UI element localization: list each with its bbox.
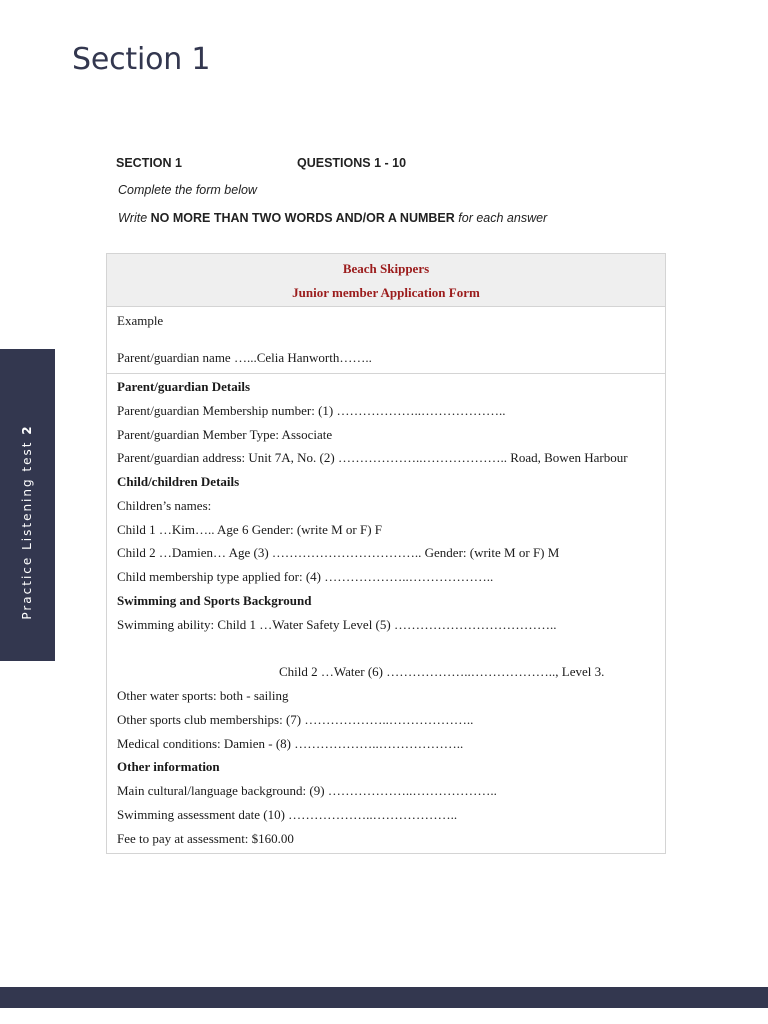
side-tab-number: 2 [20,424,34,435]
form-line: Child 2 …Damien… Age (3) …………………………….. Gender: (write M or F) M [117,545,560,561]
form-line: Swimming ability: Child 1 …Water Safety Level (5) ……………………………….. [117,616,557,632]
instruction-post: for each answer [454,211,548,225]
form-line: Other water sports: both - sailing [117,688,289,703]
form-section-heading: Other information [117,759,220,775]
questions-label: QUESTIONS 1 - 10 [297,156,407,170]
application-form [106,253,666,854]
instruction-line-1: Complete the form below [118,183,257,197]
form-subtitle: Junior member Application Form [292,285,480,300]
form-section-heading: Child/children Details [117,474,240,489]
form-line: Parent/guardian Member Type: Associate [117,426,333,442]
form-line: Fee to pay at assessment: $160.00 [117,830,294,846]
instruction-emphasis: NO MORE THAN TWO WORDS AND/OR A NUMBER [150,211,455,225]
example-label: Example [117,313,164,328]
form-line: Child 2 …Water (6) ………………..……………….., Level 3. [279,664,605,680]
instruction-line-2 [118,211,547,225]
section-label: SECTION 1 [116,156,182,170]
form-line: Swimming assessment date (10) ………………..……………….. [117,806,458,822]
page-title: Section 1 [72,42,211,77]
form-line: Medical conditions: Damien - (8) ………………..……………….. [117,735,464,751]
side-tab-prefix: Practice Listening test [20,434,34,620]
form-header [107,254,665,307]
side-tab-label [20,424,34,619]
form-title: Beach Skippers [342,261,430,276]
form-line: Main cultural/language background: (9) ………………..……………….. [117,783,497,798]
form-line: Child membership type applied for: (4) ………………..……………….. [117,569,494,584]
instruction-pre: Write [118,211,151,225]
form-line: Parent/guardian Membership number: (1) ………………..……………….. [117,402,506,418]
form-line: Child 1 …Kim….. Age 6 Gender: (write M or F) F [117,521,383,537]
footer-bar [0,987,768,1008]
form-section-heading: Swimming and Sports Background [117,592,312,608]
form-line: Children’s names: [117,497,212,513]
form-line: Parent/guardian address: Unit 7A, No. (2) ………………..……………….. Road, Bowen Harbour [117,450,628,466]
form-section-heading: Parent/guardian Details [117,379,251,394]
form-line: Other sports club memberships: (7) ………………..……………….. [117,711,474,727]
example-section [107,307,665,374]
example-text: Parent/guardian name …...Celia Hanworth…….. [117,350,372,365]
instructions-header [116,156,407,170]
